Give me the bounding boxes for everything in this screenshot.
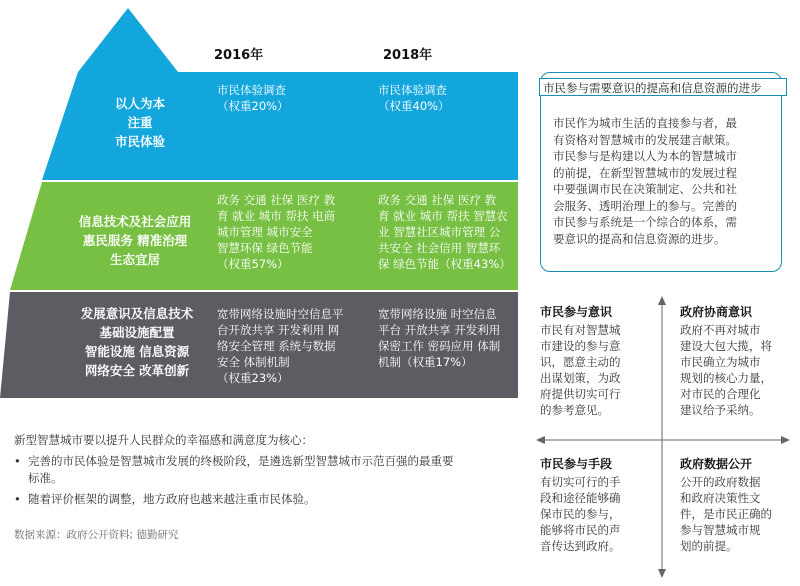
year-2016: 2016年 bbox=[214, 48, 264, 63]
row-label-it-application: 信息技术及社会应用 惠民服务 精准治理 生态宜居 bbox=[78, 214, 192, 267]
cell-2018-applications: 政务 交通 社保 医疗 教 育 就业 城市 帮扶 智慧农 业 智慧社区城市管理 公 共安全 社会信用 智慧环 保 绿色节能（权重43%） bbox=[378, 193, 511, 271]
quadrant-title-open-data: 政府数据公开 bbox=[680, 457, 753, 471]
quadrant-title-government-consultation: 政府协商意识 bbox=[680, 305, 753, 319]
cell-2018-infrastructure: 宽带网络设施 时空信息 平台 开放共享 开发利用 保密工作 密码应用 体制 机制（权重17%） bbox=[378, 307, 501, 369]
quadrant-body-open-data: 公开的政府数据 和政府决策性文 件，是市民正确的 参与智慧城市规 划的前提。 bbox=[680, 475, 772, 553]
arrow-right-icon bbox=[781, 436, 790, 444]
cell-2016-experience: 市民体验调查 （权重20%） bbox=[217, 83, 289, 113]
arrow-left-icon bbox=[536, 436, 545, 444]
citizen-participation-box bbox=[540, 72, 782, 272]
quadrant-body-citizen-awareness: 市民有对智慧城 市建设的参与意 识，愿意主动的 出谋划策，为政 府提供切实可行 的参考意见。 bbox=[540, 323, 621, 417]
note-bullet-1: • 完善的市民体验是智慧城市发展的终极阶段，是遴选新型智慧城市示范百强的最重要 标准。 bbox=[14, 454, 454, 485]
row-label-people: 以人为本 注重 市民体验 bbox=[114, 96, 165, 149]
box-title: 市民参与需要意识的提高和信息资源的进步 bbox=[539, 78, 787, 96]
pyramid-tip bbox=[78, 8, 178, 72]
data-source: 数据来源：政府公开资料; 德勤研究 bbox=[14, 529, 179, 541]
arrow-up-icon bbox=[658, 296, 666, 305]
year-2018: 2018年 bbox=[383, 48, 433, 63]
quadrant-body-government-consultation: 政府不再对城市 建设大包大揽，将 市民确立为城市 规划的核心力量， 对市民的合理化 建议给予采纳。 bbox=[680, 323, 772, 417]
notes-heading: 新型智慧城市要以提升人民群众的幸福感和满意度为核心： bbox=[14, 433, 313, 447]
box-body: 市民作为城市生活的直接参与者，最 有资格对智慧城市的发展建言献策。 市民参与是构建以人为本的智慧城市 的前提，在新型智慧城市的发展过程 中要强调市民在决策制定、公共和社 会服务、透明治理上的参与。完善的 市民参与系统是一个综合的体系，需 要意识的提高和信息资源的进步。 bbox=[553, 116, 737, 246]
quadrant-body-citizen-means: 有切实可行的手 段和途径能够确 保市民的参与， 能够将市民的声 音传达到政府。 bbox=[540, 475, 621, 553]
quadrant-title-citizen-awareness: 市民参与意识 bbox=[540, 305, 613, 319]
cell-2016-applications: 政务 交通 社保 医疗 教 育 就业 城市 帮扶 电商 城市管理 城市安全 智慧环保 绿色节能 （权重57%） bbox=[217, 193, 336, 271]
arrow-down-icon bbox=[658, 569, 666, 578]
cell-2016-infrastructure: 宽带网络设施时空信息平 台开放共享 开发利用 网 络安全管理 系统与数据 安全 体制机制 （权重23%） bbox=[217, 307, 344, 385]
cell-2018-experience: 市民体验调查 （权重40%） bbox=[378, 83, 450, 113]
quadrant-title-citizen-means: 市民参与手段 bbox=[540, 457, 613, 471]
row-label-infrastructure: 发展意识及信息技术 基础设施配置 智能设施 信息资源 网络安全 改革创新 bbox=[80, 306, 194, 378]
note-bullet-2: • 随着评价框架的调整，地方政府也越来越注重市民体验。 bbox=[14, 492, 316, 506]
